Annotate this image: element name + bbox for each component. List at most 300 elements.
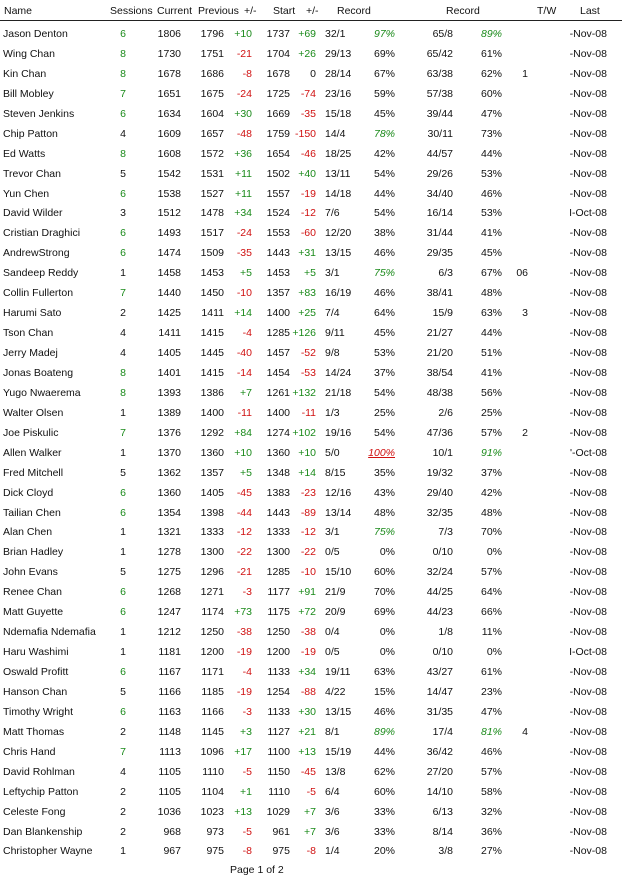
cell-start: 1333 xyxy=(266,526,290,539)
cell-pct1: 100% xyxy=(368,446,395,459)
cell-d1: -8 xyxy=(242,67,252,80)
cell-d1: -21 xyxy=(236,566,252,579)
cell-d2: +10 xyxy=(298,446,316,459)
cell-last: -Nov-08 xyxy=(569,506,607,519)
table-row xyxy=(0,384,622,404)
cell-rec: 12/16 xyxy=(325,486,352,499)
cell-pct2: 62% xyxy=(480,67,502,80)
table-row xyxy=(0,344,622,364)
cell-d2: -60 xyxy=(300,227,316,240)
cell-name: Tson Chan xyxy=(3,327,54,340)
cell-rec2: 10/1 xyxy=(432,446,453,459)
cell-last: -Nov-08 xyxy=(569,67,607,80)
cell-previous: 1271 xyxy=(200,586,224,599)
header-delta1: +/- xyxy=(244,5,257,17)
cell-tw: 2 xyxy=(522,426,528,439)
cell-rec2: 1/8 xyxy=(438,626,453,639)
cell-d2: +7 xyxy=(304,825,316,838)
table-row xyxy=(0,563,622,583)
cell-current: 1321 xyxy=(157,526,181,539)
cell-rec: 28/14 xyxy=(325,67,352,80)
cell-start: 1250 xyxy=(266,626,290,639)
cell-pct2: 70% xyxy=(480,526,502,539)
cell-previous: 1450 xyxy=(200,287,224,300)
cell-sessions: 2 xyxy=(120,725,126,738)
cell-last: -Nov-08 xyxy=(569,546,607,559)
cell-d1: +10 xyxy=(234,446,252,459)
cell-rec2: 6/3 xyxy=(438,267,453,280)
cell-sessions: 5 xyxy=(120,167,126,180)
cell-rec: 14/18 xyxy=(325,187,352,200)
cell-pct2: 23% xyxy=(480,685,502,698)
cell-previous: 1386 xyxy=(200,386,224,399)
cell-rec2: 38/41 xyxy=(426,287,453,300)
table-row xyxy=(0,803,622,823)
cell-name: Jason Denton xyxy=(3,28,68,40)
cell-d2: -23 xyxy=(300,486,316,499)
cell-d1: +3 xyxy=(240,725,252,738)
cell-name: Oswald Profitt xyxy=(3,666,69,678)
cell-sessions: 1 xyxy=(120,526,126,539)
cell-previous: 1796 xyxy=(200,28,224,40)
table-row xyxy=(0,244,622,264)
cell-pct2: 32% xyxy=(480,805,502,818)
cell-sessions: 4 xyxy=(120,347,126,359)
cell-d2: -19 xyxy=(300,646,316,659)
cell-rec: 7/6 xyxy=(325,207,340,220)
cell-previous: 1415 xyxy=(200,366,224,379)
cell-current: 1354 xyxy=(157,506,181,519)
cell-rec: 15/18 xyxy=(325,107,352,120)
cell-start: 1285 xyxy=(266,566,290,579)
cell-rec2: 47/36 xyxy=(426,426,453,439)
cell-pct1: 78% xyxy=(373,127,395,140)
cell-pct1: 69% xyxy=(373,606,395,619)
cell-sessions: 3 xyxy=(120,207,126,220)
cell-rec: 6/4 xyxy=(325,785,340,798)
cell-sessions: 2 xyxy=(120,785,126,798)
cell-rec: 5/0 xyxy=(325,446,340,459)
cell-start: 1524 xyxy=(266,207,290,220)
cell-start: 1285 xyxy=(266,327,290,340)
cell-rec2: 2/6 xyxy=(438,406,453,419)
cell-rec: 9/8 xyxy=(325,347,340,359)
cell-previous: 973 xyxy=(206,825,224,838)
cell-name: Timothy Wright xyxy=(3,705,74,718)
cell-rec2: 44/23 xyxy=(426,606,453,619)
cell-rec2: 31/44 xyxy=(426,227,453,240)
cell-d1: -21 xyxy=(236,47,252,60)
cell-previous: 1171 xyxy=(201,666,224,678)
cell-d1: +14 xyxy=(234,307,252,320)
cell-pct1: 0% xyxy=(379,646,395,659)
cell-d1: +11 xyxy=(234,187,252,200)
cell-previous: 1527 xyxy=(200,187,224,200)
cell-d1: +30 xyxy=(234,107,252,120)
cell-name: Bill Mobley xyxy=(3,87,54,100)
cell-rec: 29/13 xyxy=(325,47,352,60)
cell-pct1: 54% xyxy=(373,426,395,439)
cell-d1: -4 xyxy=(242,666,252,678)
cell-pct2: 0% xyxy=(486,646,502,659)
cell-start: 1443 xyxy=(266,506,290,519)
cell-last: -Nov-08 xyxy=(569,307,607,320)
cell-name: AndrewStrong xyxy=(3,247,70,260)
cell-d2: -53 xyxy=(300,366,316,379)
table-row xyxy=(0,224,622,244)
table-row xyxy=(0,583,622,603)
table-row xyxy=(0,623,622,643)
cell-d2: 0 xyxy=(310,67,316,80)
cell-last: -Nov-08 xyxy=(569,486,607,499)
cell-pct1: 44% xyxy=(373,745,395,758)
cell-previous: 1166 xyxy=(201,705,224,718)
cell-start: 1150 xyxy=(267,765,290,778)
cell-current: 1401 xyxy=(157,366,181,379)
cell-d2: +7 xyxy=(304,805,316,818)
header-current: Current xyxy=(157,5,193,17)
table-row xyxy=(0,125,622,145)
cell-last: -Nov-08 xyxy=(569,626,607,639)
cell-previous: 1398 xyxy=(200,506,224,519)
header-record1: Record xyxy=(337,5,371,17)
cell-d2: -35 xyxy=(300,107,316,120)
cell-rec: 8/1 xyxy=(325,725,340,738)
cell-sessions: 4 xyxy=(120,327,126,340)
cell-last: -Nov-08 xyxy=(569,426,607,439)
cell-rec2: 29/40 xyxy=(426,486,453,499)
cell-d1: -24 xyxy=(236,227,252,240)
cell-sessions: 6 xyxy=(120,586,126,599)
cell-d1: +73 xyxy=(234,606,252,619)
cell-start: 975 xyxy=(272,845,290,858)
cell-last: -Nov-08 xyxy=(569,347,607,359)
cell-name: Renee Chan xyxy=(3,586,62,599)
cell-start: 1725 xyxy=(266,87,290,100)
cell-d1: -8 xyxy=(242,845,252,858)
cell-d2: +34 xyxy=(298,666,316,678)
cell-previous: 1360 xyxy=(200,446,224,459)
cell-current: 1370 xyxy=(157,446,181,459)
cell-current: 1376 xyxy=(157,426,181,439)
cell-d2: +40 xyxy=(298,167,316,180)
cell-pct2: 81% xyxy=(480,725,502,738)
cell-last: -Nov-08 xyxy=(569,47,607,60)
cell-start: 1502 xyxy=(266,167,290,180)
cell-pct1: 53% xyxy=(373,347,395,359)
cell-previous: 1478 xyxy=(200,207,224,220)
cell-rec: 13/8 xyxy=(325,765,346,778)
cell-pct1: 0% xyxy=(379,546,395,559)
table-row xyxy=(0,783,622,803)
cell-rec2: 43/27 xyxy=(426,666,453,678)
cell-start: 1557 xyxy=(266,187,290,200)
cell-d2: -5 xyxy=(306,785,316,798)
cell-current: 1167 xyxy=(158,666,181,678)
table-row xyxy=(0,464,622,484)
cell-pct2: 41% xyxy=(480,366,502,379)
cell-sessions: 2 xyxy=(120,307,126,320)
cell-pct1: 44% xyxy=(373,187,395,200)
cell-pct2: 53% xyxy=(480,167,502,180)
cell-rec2: 32/24 xyxy=(426,566,453,579)
cell-pct2: 47% xyxy=(480,705,502,718)
cell-rec2: 16/14 xyxy=(426,207,453,220)
cell-last: -Nov-08 xyxy=(569,606,607,619)
table-row xyxy=(0,364,622,384)
cell-pct2: 63% xyxy=(480,307,502,320)
table-row xyxy=(0,304,622,324)
table-row xyxy=(0,284,622,304)
cell-start: 1678 xyxy=(266,67,290,80)
cell-pct1: 35% xyxy=(373,466,395,479)
cell-start: 1553 xyxy=(266,227,290,240)
cell-name: Matt Thomas xyxy=(3,725,65,738)
header-start: Start xyxy=(273,5,296,17)
cell-rec2: 29/26 xyxy=(426,167,453,180)
cell-current: 967 xyxy=(163,845,181,858)
cell-start: 1457 xyxy=(266,347,290,359)
cell-current: 1212 xyxy=(157,626,181,639)
cell-previous: 1405 xyxy=(200,486,224,499)
cell-rec2: 21/20 xyxy=(426,347,453,359)
cell-name: Jonas Boateng xyxy=(3,366,74,379)
cell-name: David Rohlman xyxy=(3,765,75,778)
cell-rec2: 30/11 xyxy=(427,127,453,140)
cell-sessions: 7 xyxy=(120,87,126,100)
cell-rec: 8/15 xyxy=(325,466,346,479)
cell-current: 1362 xyxy=(157,466,181,479)
cell-rec: 19/16 xyxy=(325,426,352,439)
cell-d2: -150 xyxy=(294,127,316,140)
cell-pct1: 20% xyxy=(373,845,395,858)
cell-last: -Nov-08 xyxy=(569,466,607,479)
cell-last: -Nov-08 xyxy=(569,147,607,160)
cell-sessions: 6 xyxy=(120,187,126,200)
cell-pct2: 47% xyxy=(480,107,502,120)
cell-pct1: 43% xyxy=(373,486,395,499)
cell-pct1: 70% xyxy=(373,586,395,599)
cell-pct1: 54% xyxy=(373,386,395,399)
cell-name: Brian Hadley xyxy=(3,546,64,559)
cell-pct2: 60% xyxy=(480,87,502,100)
cell-rec: 0/5 xyxy=(325,646,340,659)
cell-start: 1704 xyxy=(266,47,290,60)
cell-current: 1493 xyxy=(157,227,181,240)
cell-name: Fred Mitchell xyxy=(3,466,64,479)
cell-rec: 7/4 xyxy=(325,307,340,320)
cell-sessions: 1 xyxy=(120,546,126,559)
cell-rec: 3/1 xyxy=(325,526,340,539)
cell-last: -Nov-08 xyxy=(569,725,607,738)
cell-d1: +34 xyxy=(234,207,252,220)
cell-sessions: 1 xyxy=(120,646,126,659)
cell-current: 1105 xyxy=(158,785,181,798)
cell-sessions: 6 xyxy=(120,506,126,519)
table-row xyxy=(0,25,622,45)
cell-d2: -89 xyxy=(300,506,316,519)
cell-last: -Nov-08 xyxy=(569,406,607,419)
cell-pct1: 64% xyxy=(373,307,395,320)
cell-last: -Nov-08 xyxy=(569,785,607,798)
cell-rec: 1/3 xyxy=(325,406,340,419)
cell-start: 1360 xyxy=(266,446,290,459)
cell-previous: 1509 xyxy=(200,247,224,260)
cell-last: -Nov-08 xyxy=(569,327,607,340)
cell-previous: 1400 xyxy=(200,406,224,419)
cell-name: Collin Fullerton xyxy=(3,287,74,300)
cell-current: 1405 xyxy=(157,347,181,359)
cell-pct2: 67% xyxy=(480,267,502,280)
cell-d1: +13 xyxy=(234,805,252,818)
cell-pct1: 54% xyxy=(373,207,395,220)
cell-last: -Nov-08 xyxy=(569,386,607,399)
table-row xyxy=(0,105,622,125)
cell-d2: +5 xyxy=(304,267,316,280)
cell-sessions: 5 xyxy=(120,466,126,479)
cell-sessions: 1 xyxy=(120,626,126,639)
cell-last: -Nov-08 xyxy=(569,845,607,858)
cell-d1: +5 xyxy=(240,466,252,479)
cell-sessions: 6 xyxy=(120,28,126,40)
cell-d1: -35 xyxy=(236,247,252,260)
cell-rec: 14/4 xyxy=(325,127,346,140)
cell-pct1: 46% xyxy=(373,705,395,718)
cell-pct1: 89% xyxy=(373,725,395,738)
cell-d1: +11 xyxy=(234,167,252,180)
cell-d2: -12 xyxy=(300,526,316,539)
cell-start: 1175 xyxy=(267,606,290,619)
cell-sessions: 6 xyxy=(120,666,126,678)
cell-pct2: 61% xyxy=(480,47,502,60)
cell-d1: -45 xyxy=(236,486,252,499)
cell-name: Sandeep Reddy xyxy=(3,267,79,280)
table-row xyxy=(0,264,622,284)
cell-name: Haru Washimi xyxy=(3,646,69,659)
cell-d1: -38 xyxy=(236,626,252,639)
cell-start: 1737 xyxy=(266,28,290,40)
table-row xyxy=(0,504,622,524)
cell-rec: 13/14 xyxy=(325,506,352,519)
cell-sessions: 1 xyxy=(120,845,126,858)
cell-d1: +5 xyxy=(240,267,252,280)
cell-rec: 3/1 xyxy=(325,267,340,280)
cell-previous: 1357 xyxy=(200,466,224,479)
cell-rec2: 14/10 xyxy=(426,785,453,798)
cell-pct1: 60% xyxy=(373,785,395,798)
cell-name: Walter Olsen xyxy=(3,406,64,419)
cell-current: 1148 xyxy=(158,725,181,738)
cell-last: -Nov-08 xyxy=(569,267,607,280)
table-row xyxy=(0,743,622,763)
cell-name: Wing Chan xyxy=(3,47,55,60)
cell-start: 961 xyxy=(272,825,290,838)
cell-rec: 12/20 xyxy=(325,227,352,240)
cell-pct1: 45% xyxy=(373,327,395,340)
cell-d2: -8 xyxy=(306,845,316,858)
header-sessions: Sessions xyxy=(110,5,153,17)
cell-tw: 1 xyxy=(522,67,528,80)
cell-start: 1443 xyxy=(266,247,290,260)
cell-name: Ed Watts xyxy=(3,147,46,160)
cell-d1: +17 xyxy=(234,745,252,758)
cell-current: 1360 xyxy=(157,486,181,499)
cell-d2: +72 xyxy=(298,606,316,619)
cell-rec2: 17/4 xyxy=(432,725,453,738)
cell-rec2: 7/3 xyxy=(438,526,453,539)
cell-d1: -3 xyxy=(242,586,252,599)
cell-d2: -38 xyxy=(300,626,316,639)
cell-d2: -19 xyxy=(300,187,316,200)
cell-last: -Nov-08 xyxy=(569,685,607,698)
cell-previous: 1445 xyxy=(200,347,224,359)
cell-tw: 06 xyxy=(516,267,528,280)
cell-rec2: 0/10 xyxy=(432,546,453,559)
table-row xyxy=(0,543,622,563)
cell-pct2: 73% xyxy=(480,127,502,140)
cell-last: -Nov-08 xyxy=(569,287,607,300)
cell-previous: 1686 xyxy=(200,67,224,80)
cell-rec: 13/11 xyxy=(325,167,351,180)
cell-d2: +30 xyxy=(298,705,316,718)
cell-current: 1268 xyxy=(157,586,181,599)
cell-previous: 1604 xyxy=(200,107,224,120)
cell-d2: -46 xyxy=(300,147,316,160)
cell-sessions: 1 xyxy=(120,446,126,459)
cell-last: -Nov-08 xyxy=(569,566,607,579)
cell-current: 1651 xyxy=(157,87,181,100)
cell-start: 1274 xyxy=(266,426,290,439)
cell-current: 1634 xyxy=(157,107,181,120)
header-previous: Previous xyxy=(198,5,239,17)
cell-rec2: 34/40 xyxy=(426,187,453,200)
cell-last: -Nov-08 xyxy=(569,247,607,260)
table-row xyxy=(0,85,622,105)
cell-name: Dick Cloyd xyxy=(3,486,54,499)
cell-last: -Nov-08 xyxy=(569,366,607,379)
cell-previous: 1292 xyxy=(200,426,224,439)
cell-current: 1036 xyxy=(157,805,181,818)
cell-d2: +13 xyxy=(298,745,316,758)
cell-start: 1254 xyxy=(266,685,290,698)
cell-d2: +126 xyxy=(292,327,316,340)
cell-d2: +14 xyxy=(298,466,316,479)
cell-last: -Nov-08 xyxy=(569,227,607,240)
cell-name: Christopher Wayne xyxy=(3,845,93,858)
cell-d2: +102 xyxy=(292,426,316,439)
cell-rec2: 15/9 xyxy=(432,307,453,320)
cell-d1: -11 xyxy=(237,406,252,419)
cell-pct1: 59% xyxy=(373,87,395,100)
cell-current: 1113 xyxy=(159,745,181,758)
cell-rec: 18/25 xyxy=(325,147,352,160)
cell-previous: 1023 xyxy=(200,805,224,818)
cell-pct2: 25% xyxy=(480,406,502,419)
cell-rec: 1/4 xyxy=(325,845,340,858)
cell-start: 1177 xyxy=(267,586,290,599)
cell-sessions: 4 xyxy=(120,127,126,140)
cell-current: 1608 xyxy=(157,147,181,160)
cell-current: 1730 xyxy=(157,47,181,60)
cell-last: -Nov-08 xyxy=(569,745,607,758)
cell-name: Leftychip Patton xyxy=(3,785,79,798)
cell-pct1: 15% xyxy=(373,685,395,698)
cell-d1: -5 xyxy=(242,825,252,838)
cell-start: 1383 xyxy=(266,486,290,499)
cell-pct1: 33% xyxy=(373,805,395,818)
cell-d1: -19 xyxy=(236,685,252,698)
cell-sessions: 5 xyxy=(120,566,126,579)
